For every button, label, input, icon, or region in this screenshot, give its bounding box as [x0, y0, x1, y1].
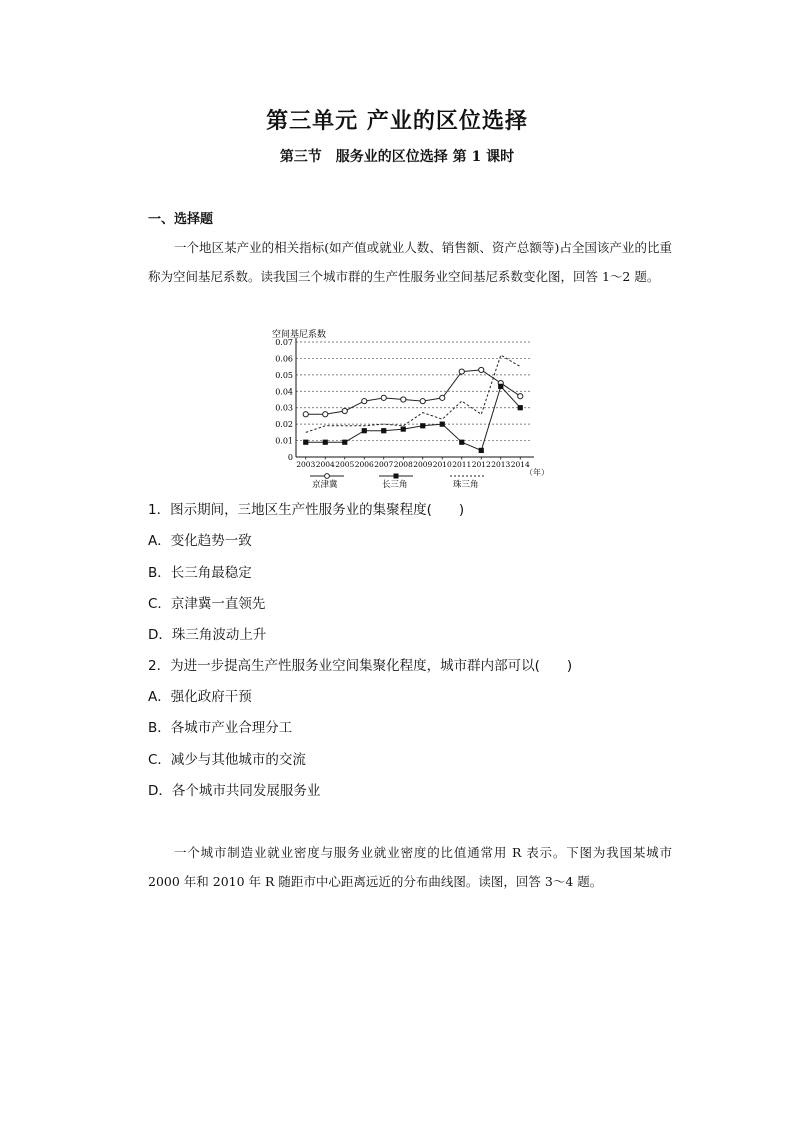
data-point-changsanjiao: [381, 428, 386, 433]
tick-labels: [275, 338, 530, 469]
question-1-option-c: C．京津冀一直领先: [148, 596, 266, 612]
data-point-jingjinji: [323, 412, 328, 417]
data-point-changsanjiao: [420, 423, 425, 428]
data-point-changsanjiao: [459, 440, 464, 445]
x-tick-label: 2014: [510, 460, 530, 469]
legend-item-zhusanjiao: [450, 476, 484, 490]
x-tick-label: 2011: [452, 460, 472, 469]
legend-label-changsanjiao: 长三角: [382, 480, 408, 490]
x-tick-label: 2009: [413, 460, 433, 469]
chart-legend: [310, 474, 484, 491]
y-tick-label: 0.05: [275, 370, 293, 380]
x-tick-label: 2013: [491, 460, 511, 469]
question-1-option-b: B．长三角最稳定: [148, 565, 252, 581]
data-point-jingjinji: [440, 395, 445, 400]
legend-label-zhusanjiao: 珠三角: [453, 480, 479, 490]
data-point-changsanjiao: [498, 384, 503, 389]
data-point-changsanjiao: [518, 405, 523, 410]
question-1-option-d: D．珠三角波动上升: [148, 627, 267, 643]
legend-item-jingjinji: [310, 474, 344, 490]
data-point-changsanjiao: [401, 426, 406, 431]
question-2-stem: 2．为进一步提高生产性服务业空间集聚化程度，城市群内部可以( ): [148, 658, 573, 674]
data-point-jingjinji: [342, 408, 347, 413]
data-point-changsanjiao: [362, 428, 367, 433]
axes: [296, 338, 534, 460]
data-point-changsanjiao: [440, 422, 445, 427]
legend-item-changsanjiao: [379, 474, 413, 491]
question-2-option-a: A．强化政府干预: [148, 689, 252, 705]
data-point-jingjinji: [479, 367, 484, 372]
data-point-jingjinji: [420, 399, 425, 404]
page-title: 第三单元 产业的区位选择: [266, 108, 528, 134]
y-tick-label: 0.03: [275, 403, 293, 413]
data-point-changsanjiao: [303, 440, 308, 445]
question-2-option-b: B．各城市产业合理分工: [148, 720, 293, 736]
gini-line-chart: [268, 325, 558, 493]
page-subtitle: 第三节 服务业的区位选择 第 1 课时: [279, 149, 515, 165]
data-point-changsanjiao: [323, 440, 328, 445]
data-point-jingjinji: [401, 397, 406, 402]
question-1-stem: 1．图示期间，三地区生产性服务业的集聚程度( ): [148, 502, 465, 518]
y-tick-label: 0.07: [275, 338, 293, 347]
y-tick-label: 0.04: [275, 387, 293, 397]
y-tick-label: 0: [287, 453, 293, 462]
x-tick-label: 2003: [296, 460, 316, 469]
series-line-zhusanjiao: [306, 355, 521, 432]
x-tick-label: 2012: [471, 460, 491, 469]
question-1-option-a: A．变化趋势一致: [148, 533, 252, 549]
question-2-option-c: C．减少与其他城市的交流: [148, 752, 306, 768]
data-point-jingjinji: [459, 369, 464, 374]
data-point-jingjinji: [303, 412, 308, 417]
x-tick-label: 2010: [432, 460, 452, 469]
y-tick-label: 0.01: [275, 436, 293, 446]
x-axis-unit-label: （年）: [525, 468, 549, 477]
data-point-jingjinji: [518, 394, 523, 399]
x-tick-label: 2006: [354, 460, 374, 469]
question-intro-1: 一个地区某产业的相关指标(如产值或就业人数、销售额、资产总额等)占全国该产业的比重称为空间基尼系数。读我国三个城市群的生产性服务业空间基尼系数变化图，回答 1～2 题。: [148, 240, 672, 284]
x-tick-label: 2004: [315, 460, 335, 469]
series-lines: [303, 355, 523, 453]
y-axis-label: 空间基尼系数: [272, 330, 327, 340]
data-point-changsanjiao: [342, 440, 347, 445]
y-tick-label: 0.02: [275, 420, 293, 430]
section-heading: 一、选择题: [148, 212, 214, 227]
data-point-jingjinji: [381, 395, 386, 400]
x-tick-label: 2007: [374, 460, 394, 469]
x-tick-label: 2008: [393, 460, 413, 469]
x-tick-label: 2005: [335, 460, 355, 469]
data-point-jingjinji: [362, 399, 367, 404]
grid-lines: [296, 342, 530, 441]
question-intro-2: 一个城市制造业就业密度与服务业就业密度的比值通常用 R 表示。下图为我国某城市 2000 年和 2010 年 R 随距市中心距离远近的分布曲线图。读图，回答 3～4 题。: [148, 845, 672, 889]
y-tick-label: 0.06: [275, 354, 293, 364]
question-2-option-d: D．各个城市共同发展服务业: [148, 783, 321, 799]
legend-label-jingjinji: 京津冀: [312, 480, 338, 490]
data-point-changsanjiao: [479, 448, 484, 453]
